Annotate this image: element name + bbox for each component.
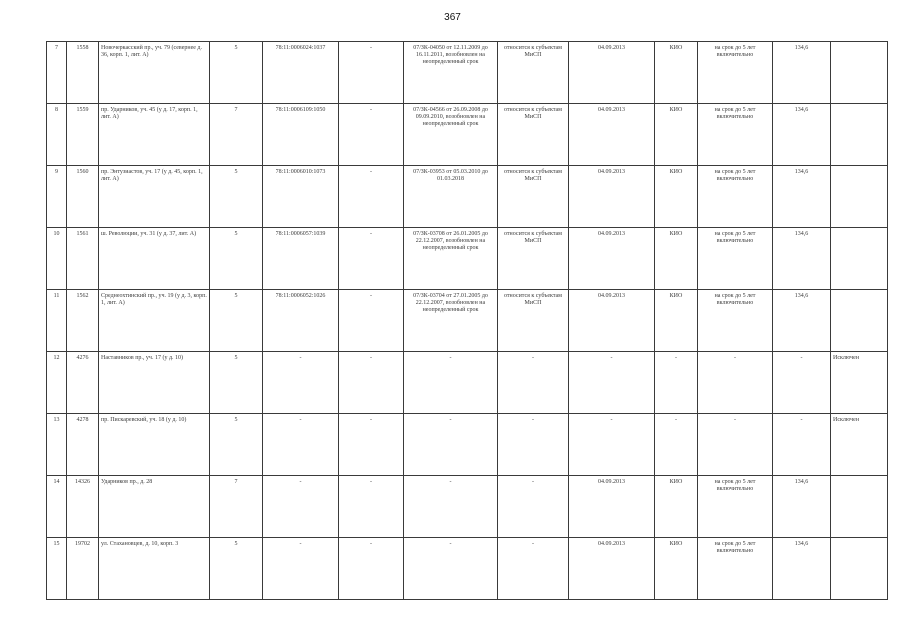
row-number-cell: 11 <box>47 290 67 352</box>
note-cell <box>831 166 888 228</box>
organization-cell: КИО <box>655 290 698 352</box>
zone-cell: 5 <box>210 166 263 228</box>
row-number-cell: 14 <box>47 476 67 538</box>
zone-cell: 5 <box>210 538 263 600</box>
lease-contract-cell: - <box>404 414 498 476</box>
zone-cell: 5 <box>210 414 263 476</box>
lease-contract-cell: - <box>404 352 498 414</box>
decision-date-cell: 04.09.2013 <box>569 104 655 166</box>
rate-cell: 134,6 <box>773 104 831 166</box>
organization-cell: КИО <box>655 476 698 538</box>
decision-date-cell: 04.09.2013 <box>569 166 655 228</box>
cadastral-number-cell: 78:11:0006109:1050 <box>263 104 339 166</box>
organization-cell: КИО <box>655 228 698 290</box>
cadastral-number-cell: 78:11:0006010:1073 <box>263 166 339 228</box>
lease-term-cell: на срок до 5 лет включительно <box>698 538 773 600</box>
organization-cell: КИО <box>655 104 698 166</box>
sme-status-cell: - <box>498 538 569 600</box>
sme-status-cell: - <box>498 476 569 538</box>
extra-cell: - <box>339 352 404 414</box>
row-number-cell: 9 <box>47 166 67 228</box>
cadastral-number-cell: - <box>263 414 339 476</box>
rate-cell: - <box>773 414 831 476</box>
table-row <box>47 104 888 166</box>
row-number-cell: 12 <box>47 352 67 414</box>
note-cell <box>831 476 888 538</box>
object-id-cell: 1561 <box>67 228 99 290</box>
row-number-cell: 10 <box>47 228 67 290</box>
rate-cell: 134,6 <box>773 290 831 352</box>
note-cell <box>831 228 888 290</box>
object-id-cell: 4278 <box>67 414 99 476</box>
cadastral-number-cell: - <box>263 476 339 538</box>
lease-contract-cell: 07/ЗК-03953 от 05.03.2010 до 01.03.2018 <box>404 166 498 228</box>
note-cell <box>831 290 888 352</box>
organization-cell: КИО <box>655 42 698 104</box>
row-number-cell: 13 <box>47 414 67 476</box>
address-cell: пр. Ударников, уч. 45 (у д. 17, корп. 1, лит. А) <box>99 104 210 166</box>
note-cell <box>831 104 888 166</box>
rate-cell: 134,6 <box>773 228 831 290</box>
sme-status-cell: относится к субъектам МиСП <box>498 290 569 352</box>
object-id-cell: 19702 <box>67 538 99 600</box>
lease-term-cell: на срок до 5 лет включительно <box>698 166 773 228</box>
cadastral-number-cell: 78:11:0006024:1037 <box>263 42 339 104</box>
sme-status-cell: относится к субъектам МиСП <box>498 104 569 166</box>
rate-cell: - <box>773 352 831 414</box>
zone-cell: 7 <box>210 104 263 166</box>
sme-status-cell: относится к субъектам МиСП <box>498 228 569 290</box>
table-row <box>47 42 888 104</box>
lease-term-cell: на срок до 5 лет включительно <box>698 42 773 104</box>
organization-cell: КИО <box>655 166 698 228</box>
sme-status-cell: относится к субъектам МиСП <box>498 166 569 228</box>
address-cell: Ударников пр., д. 28 <box>99 476 210 538</box>
object-id-cell: 1562 <box>67 290 99 352</box>
organization-cell: КИО <box>655 538 698 600</box>
zone-cell: 5 <box>210 290 263 352</box>
sme-status-cell: - <box>498 352 569 414</box>
lease-contract-cell: 07/ЗК-04566 от 26.09.2008 до 09.09.2010, возобновлен на неопределенный срок <box>404 104 498 166</box>
cadastral-number-cell: - <box>263 538 339 600</box>
registry-table <box>46 41 888 600</box>
page-number: 367 <box>444 12 461 23</box>
decision-date-cell: 04.09.2013 <box>569 42 655 104</box>
note-cell <box>831 42 888 104</box>
object-id-cell: 1558 <box>67 42 99 104</box>
extra-cell: - <box>339 290 404 352</box>
zone-cell: 5 <box>210 228 263 290</box>
address-cell: Наставников пр., уч. 17 (у д. 10) <box>99 352 210 414</box>
extra-cell: - <box>339 42 404 104</box>
table-row <box>47 538 888 600</box>
extra-cell: - <box>339 166 404 228</box>
object-id-cell: 1559 <box>67 104 99 166</box>
decision-date-cell: - <box>569 352 655 414</box>
table-row <box>47 166 888 228</box>
extra-cell: - <box>339 228 404 290</box>
decision-date-cell: 04.09.2013 <box>569 228 655 290</box>
organization-cell: - <box>655 352 698 414</box>
table-row <box>47 290 888 352</box>
address-cell: ш. Революции, уч. 31 (у д. 37, лит. А) <box>99 228 210 290</box>
note-cell <box>831 538 888 600</box>
row-number-cell: 7 <box>47 42 67 104</box>
lease-contract-cell: 07/ЗК-04050 от 12.11.2009 до 16.11.2011, возобновлен на неопределенный срок <box>404 42 498 104</box>
sme-status-cell: - <box>498 414 569 476</box>
cadastral-number-cell: - <box>263 352 339 414</box>
sme-status-cell: относится к субъектам МиСП <box>498 42 569 104</box>
organization-cell: - <box>655 414 698 476</box>
cadastral-number-cell: 78:11:0006052:1026 <box>263 290 339 352</box>
address-cell: пр. Энтузиастов, уч. 17 (у д. 45, корп. 1, лит. А) <box>99 166 210 228</box>
rate-cell: 134,6 <box>773 166 831 228</box>
lease-term-cell: на срок до 5 лет включительно <box>698 104 773 166</box>
object-id-cell: 14326 <box>67 476 99 538</box>
note-cell: Исключен <box>831 414 888 476</box>
zone-cell: 5 <box>210 352 263 414</box>
address-cell: Среднеохтинский пр., уч. 19 (у д. 3, корп. 1, лит. А) <box>99 290 210 352</box>
rate-cell: 134,6 <box>773 476 831 538</box>
lease-term-cell: - <box>698 414 773 476</box>
extra-cell: - <box>339 104 404 166</box>
address-cell: Новочеркасский пр., уч. 79 (севернее д. 36, корп. 1, лит. А) <box>99 42 210 104</box>
zone-cell: 7 <box>210 476 263 538</box>
note-cell: Исключен <box>831 352 888 414</box>
address-cell: пр. Пискаревский, уч. 18 (у д. 10) <box>99 414 210 476</box>
table-row <box>47 352 888 414</box>
extra-cell: - <box>339 538 404 600</box>
lease-contract-cell: - <box>404 538 498 600</box>
cadastral-number-cell: 78:11:0006057:1039 <box>263 228 339 290</box>
decision-date-cell: - <box>569 414 655 476</box>
row-number-cell: 15 <box>47 538 67 600</box>
lease-term-cell: на срок до 5 лет включительно <box>698 228 773 290</box>
lease-contract-cell: 07/ЗК-03708 от 26.01.2005 до 22.12.2007, возобновлен на неопределенный срок <box>404 228 498 290</box>
lease-contract-cell: - <box>404 476 498 538</box>
address-cell: ул. Стахановцев, д. 10, корп. 3 <box>99 538 210 600</box>
row-number-cell: 8 <box>47 104 67 166</box>
table-row <box>47 414 888 476</box>
table-row <box>47 476 888 538</box>
zone-cell: 5 <box>210 42 263 104</box>
rate-cell: 134,6 <box>773 42 831 104</box>
decision-date-cell: 04.09.2013 <box>569 290 655 352</box>
lease-term-cell: - <box>698 352 773 414</box>
object-id-cell: 1560 <box>67 166 99 228</box>
table-row <box>47 228 888 290</box>
lease-contract-cell: 07/ЗК-03704 от 27.01.2005 до 22.12.2007, возобновлен на неопределенный срок <box>404 290 498 352</box>
object-id-cell: 4276 <box>67 352 99 414</box>
rate-cell: 134,6 <box>773 538 831 600</box>
lease-term-cell: на срок до 5 лет включительно <box>698 290 773 352</box>
decision-date-cell: 04.09.2013 <box>569 476 655 538</box>
extra-cell: - <box>339 476 404 538</box>
lease-term-cell: на срок до 5 лет включительно <box>698 476 773 538</box>
decision-date-cell: 04.09.2013 <box>569 538 655 600</box>
extra-cell: - <box>339 414 404 476</box>
